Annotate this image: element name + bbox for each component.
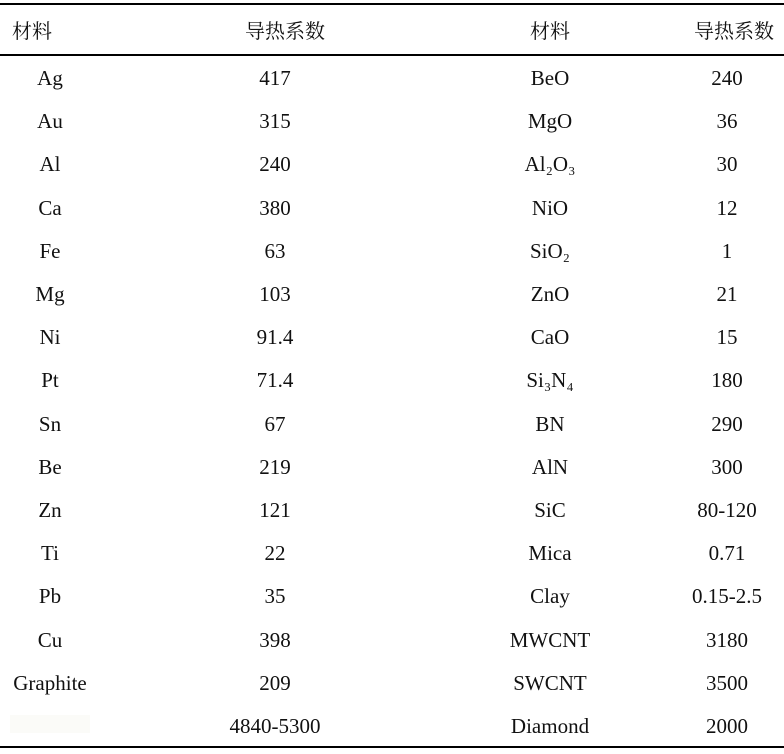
material-cell: SiC [534,497,566,522]
table-row [0,403,784,446]
material-cell: AlN [531,454,569,479]
table-row [0,705,784,748]
blank-cell [10,715,90,733]
conductivity-cell: 380 [259,195,291,220]
material-cell: Diamond [510,713,590,738]
material-cell: Pt [41,368,59,393]
material-cell: Cu [37,627,63,652]
table-row [0,446,784,489]
material-cell: Be [38,454,62,479]
material-cell: Au [37,109,63,134]
conductivity-cell: 180 [711,368,743,393]
material-cell: SWCNT [513,670,587,695]
table-row [0,230,784,273]
conductivity-cell: 0.15-2.5 [692,584,762,609]
conductivity-cell: 315 [259,109,291,134]
material-cell: MgO [527,109,573,134]
table-row [0,532,784,575]
material-cell: NiO [531,195,569,220]
table-row [0,100,784,143]
data-table [0,5,784,748]
conductivity-cell: 22 [264,541,286,566]
material-cell: MWCNT [509,627,591,652]
conductivity-cell: 3180 [706,627,748,652]
material-cell: Clay [530,584,570,609]
conductivity-cell: 30 [716,152,738,177]
table-body [0,54,784,748]
table-row [0,273,784,316]
conductivity-cell: 300 [711,454,743,479]
conductivity-cell: 1 [721,238,733,263]
conductivity-cell: 35 [264,584,286,609]
table-row [0,662,784,705]
material-cell: Pb [38,584,62,609]
material-cell: SiO₂ [529,238,570,263]
header-row [0,5,784,54]
material-cell: Graphite [13,670,87,695]
conductivity-cell: 417 [259,66,291,91]
material-cell: Al₂O₃ [524,152,576,177]
header-conductivity-2: 导热系数 [694,19,774,43]
material-cell: CaO [530,325,570,350]
table-row [0,187,784,230]
material-cell [0,705,100,748]
material-cell: ZnO [530,282,570,307]
conductivity-cell: 63 [264,238,286,263]
header-material-2: 材料 [530,19,570,43]
material-cell: Zn [38,497,62,522]
conductivity-cell: 21 [716,282,738,307]
conductivity-cell: 290 [711,411,743,436]
conductivity-cell: 219 [259,454,291,479]
material-cell: Al [39,152,61,177]
conductivity-cell: 3500 [706,670,748,695]
conductivity-cell: 209 [259,670,291,695]
material-cell: BeO [530,66,570,91]
material-cell: Ag [37,66,63,91]
conductivity-cell: 67 [264,411,286,436]
header-material-1: 材料 [12,19,52,43]
material-cell: Ni [39,325,61,350]
table-row [0,618,784,661]
material-cell: Fe [39,238,61,263]
table-row [0,316,784,359]
conductivity-cell: 2000 [706,713,748,738]
conductivity-cell: 0.71 [708,541,746,566]
conductivity-cell: 71.4 [256,368,294,393]
conductivity-cell: 80-120 [697,497,757,522]
conductivity-cell: 240 [711,66,743,91]
table-row [0,359,784,402]
conductivity-cell: 121 [259,497,291,522]
material-cell: Ti [41,541,59,566]
conductivity-cell: 15 [716,325,738,350]
table-row [0,54,784,100]
conductivity-cell: 103 [259,282,291,307]
material-cell: Sn [38,411,62,436]
conductivity-cell: 91.4 [256,325,294,350]
header-conductivity-1: 导热系数 [245,19,325,43]
table-row [0,143,784,186]
table-row [0,575,784,618]
conductivity-cell: 240 [259,152,291,177]
conductivity-cell: 12 [716,195,738,220]
conductivity-cell: 398 [259,627,291,652]
material-cell: Mg [35,282,65,307]
conductivity-cell: 36 [716,109,738,134]
conductivity-cell: 4840-5300 [229,713,321,738]
table-row [0,489,784,532]
material-cell: Ca [38,195,62,220]
material-cell: Mica [528,541,572,566]
material-cell: Si₃N₄ [526,368,574,393]
material-cell: BN [535,411,565,436]
